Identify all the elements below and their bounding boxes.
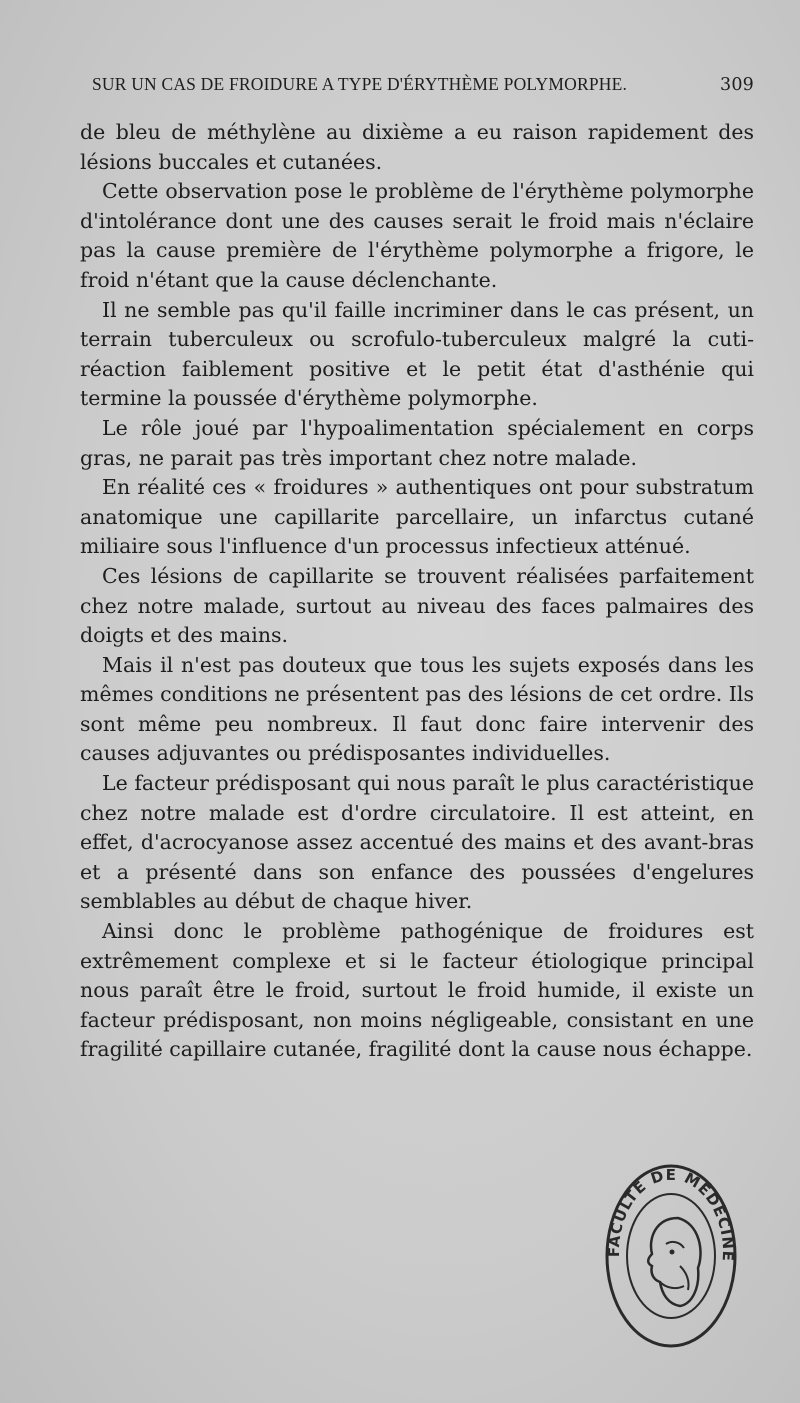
paragraph-9: Ainsi donc le problème pathogénique de froidures est extrêmement complexe et si le facteur étiologique principal nous paraît être le froid, surtout le froid humide, il existe un facteur prédisposant, non moins négligeable, consistant en une fragilité capillaire cutanée, fragilité dont la cause nous échappe. (80, 919, 754, 1062)
body-text (80, 118, 754, 1065)
paragraph-3: Il ne semble pas qu'il faille incriminer dans le cas présent, un terrain tuberculeux ou scrofulo-tuberculeux malgré la cuti-réaction faiblement positive et le petit état d'asthénie qui termine la poussée d'érythème polymorphe. (80, 297, 754, 411)
running-header (92, 74, 754, 95)
page-number: 309 (719, 75, 754, 95)
stamp-seal-icon (596, 1148, 746, 1358)
paragraph-1: de bleu de méthylène au dixième a eu raison rapidement des lésions buccales et cutanées. (80, 120, 754, 174)
paragraph-5: En réalité ces « froidures » authentiques ont pour substratum anatomique une capillarite parcellaire, un infarctus cutané miliaire sous l'influence d'un processus infectieux atténué. (80, 475, 754, 559)
library-stamp (596, 1148, 746, 1358)
paragraph-2: Cette observation pose le problème de l'érythème polymorphe d'intolérance dont une des causes serait le froid mais n'éclaire pas la cause première de l'érythème polymorphe a frigore, le froid n'étant que la cause déclenchante. (80, 179, 754, 292)
paragraph-7: Mais il n'est pas douteux que tous les sujets exposés dans les mêmes conditions ne présentent pas des lésions de cet ordre. Ils sont même peu nombreux. Il faut donc faire intervenir des causes adjuvantes ou prédisposantes individuelles. (80, 652, 754, 766)
paragraph-4: Le rôle joué par l'hypoalimentation spécialement en corps gras, ne parait pas très important chez notre malade. (80, 415, 754, 470)
paragraph-6: Ces lésions de capillarite se trouvent réalisées parfaitement chez notre malade, surtout au niveau des faces palmaires des doigts et des mains. (80, 563, 754, 648)
paragraph-8: Le facteur prédisposant qui nous paraît le plus caractéristique chez notre malade est d'ordre circulatoire. Il est atteint, en effet, d'acrocyanose assez accentué des mains et des avant-bras et a présenté dans son enfance des poussées d'engelures semblables au début de chaque hiver. (80, 771, 754, 914)
running-title: SUR UN CAS DE FROIDURE A TYPE D'ÉRYTHÈME POLYMORPHE. (92, 74, 628, 94)
svg-text:FACULTÉ DE MÉDECINE DE PARIS: FACULTÉ DE MÉDECINE (604, 1165, 738, 1263)
